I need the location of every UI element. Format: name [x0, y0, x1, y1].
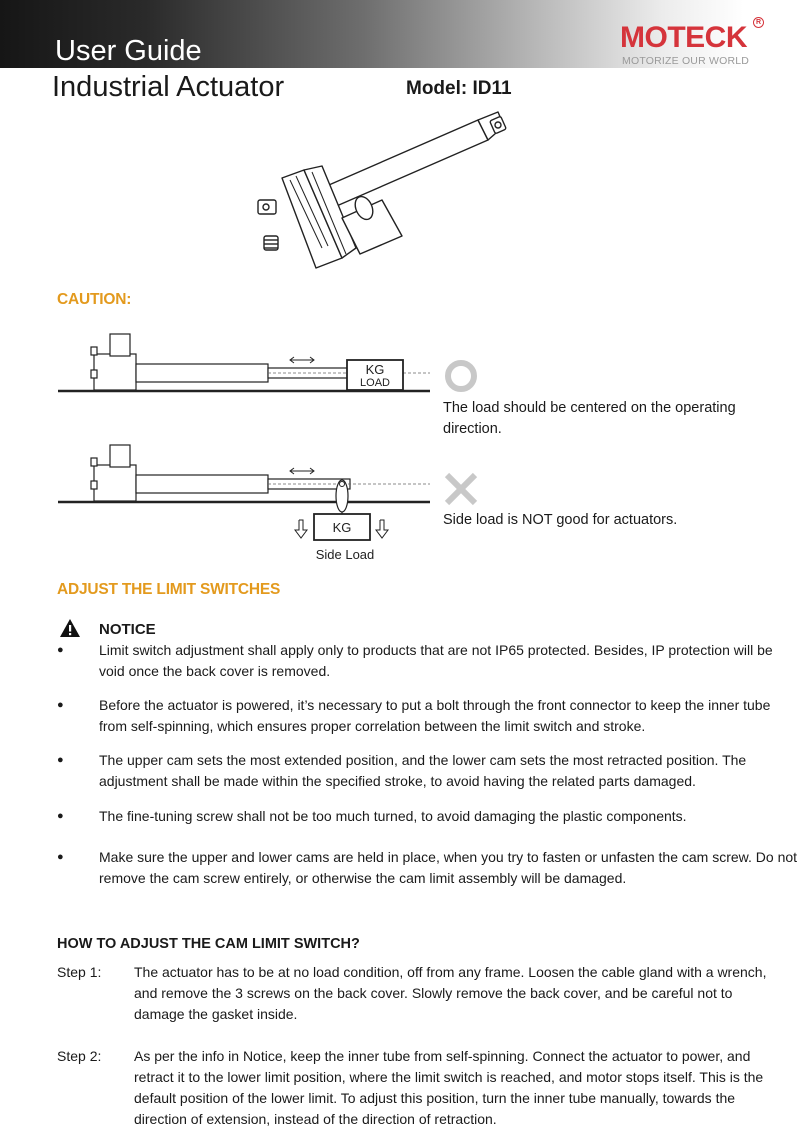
- notice-bullet-text: The upper cam sets the most extended position, and the lower cam sets the most retracted position. The adjustment shall be made within the specified stroke, to avoid having the related parts damaged.: [99, 752, 747, 789]
- step-label: Step 2:: [57, 1048, 102, 1064]
- step-text: The actuator has to be at no load condition, off from any frame. Loosen the cable gland with a wrench, and remove the 3 screws on the back cover. Slowly remove the back cover, and be careful not to damage the gasket inside.: [134, 964, 767, 1022]
- bullet-dot: ●: [57, 810, 64, 822]
- caution-good-text: The load should be centered on the operating direction.: [443, 400, 736, 437]
- bullet-dot: ●: [57, 851, 64, 863]
- down-arrow-icon: [295, 520, 307, 538]
- notice-bullet-text: Make sure the upper and lower cams are held in place, when you try to fasten or unfasten the cam screw. Do not remove the cam screw entirely, or otherwise the cam limit assembly will be damaged.: [99, 849, 798, 886]
- side-load-diagram: [58, 442, 498, 566]
- notice-bullet-text: Before the actuator is powered, it’s necessary to put a bolt through the front connector to keep the inner tube from self-spinning, which ensures proper correlation between the limit switch and stroke.: [99, 697, 771, 734]
- product-title: Industrial Actuator: [52, 71, 285, 103]
- how-to-heading: HOW TO ADJUST THE CAM LIMIT SWITCH?: [57, 936, 360, 952]
- brand-logo: MOTECK: [620, 21, 747, 54]
- guide-title: User Guide: [55, 35, 202, 67]
- actuator-illustration: [252, 108, 524, 276]
- step-text: As per the info in Notice, keep the inner tube from self-spinning. Connect the actuator to power, and retract it to the lower limit position, where the limit switch is reached, and motor stops itself. This is the default position of the lower limit. To adjust this position, turn the inner tube manually, towards the direction of extension, instead of the direction of retraction.: [134, 1048, 764, 1127]
- notice-label: NOTICE: [99, 621, 156, 638]
- warning-icon: [59, 618, 81, 638]
- caution-bad-text: Side load is NOT good for actuators.: [443, 512, 678, 528]
- step-label: Step 1:: [57, 964, 102, 980]
- x-mark-icon: [447, 475, 475, 503]
- registered-mark: R: [753, 17, 764, 28]
- bullet-dot: ●: [57, 699, 64, 711]
- load-box-top-label: KG: [365, 362, 385, 377]
- load-box-bottom-label: LOAD: [360, 377, 390, 389]
- limit-switches-heading: ADJUST THE LIMIT SWITCHES: [57, 581, 281, 598]
- side-load-caption: Side Load: [315, 547, 375, 562]
- notice-bullet-text: The fine-tuning screw shall not be too much turned, to avoid damaging the plastic components.: [99, 808, 687, 824]
- bullet-dot: ●: [57, 644, 64, 656]
- bullet-dot: ●: [57, 754, 64, 766]
- down-arrow-icon: [376, 520, 388, 538]
- brand-tagline: MOTORIZE OUR WORLD: [622, 55, 750, 67]
- caution-heading: CAUTION:: [57, 291, 132, 308]
- model-number: Model: ID11: [406, 78, 512, 99]
- notice-bullet-text: Limit switch adjustment shall apply only to products that are not IP65 protected. Besides, IP protection will be void once the back cover is removed.: [99, 642, 773, 679]
- circle-ok-icon: [448, 363, 474, 389]
- side-load-box-label: KG: [332, 520, 352, 535]
- centered-load-diagram: [58, 330, 498, 400]
